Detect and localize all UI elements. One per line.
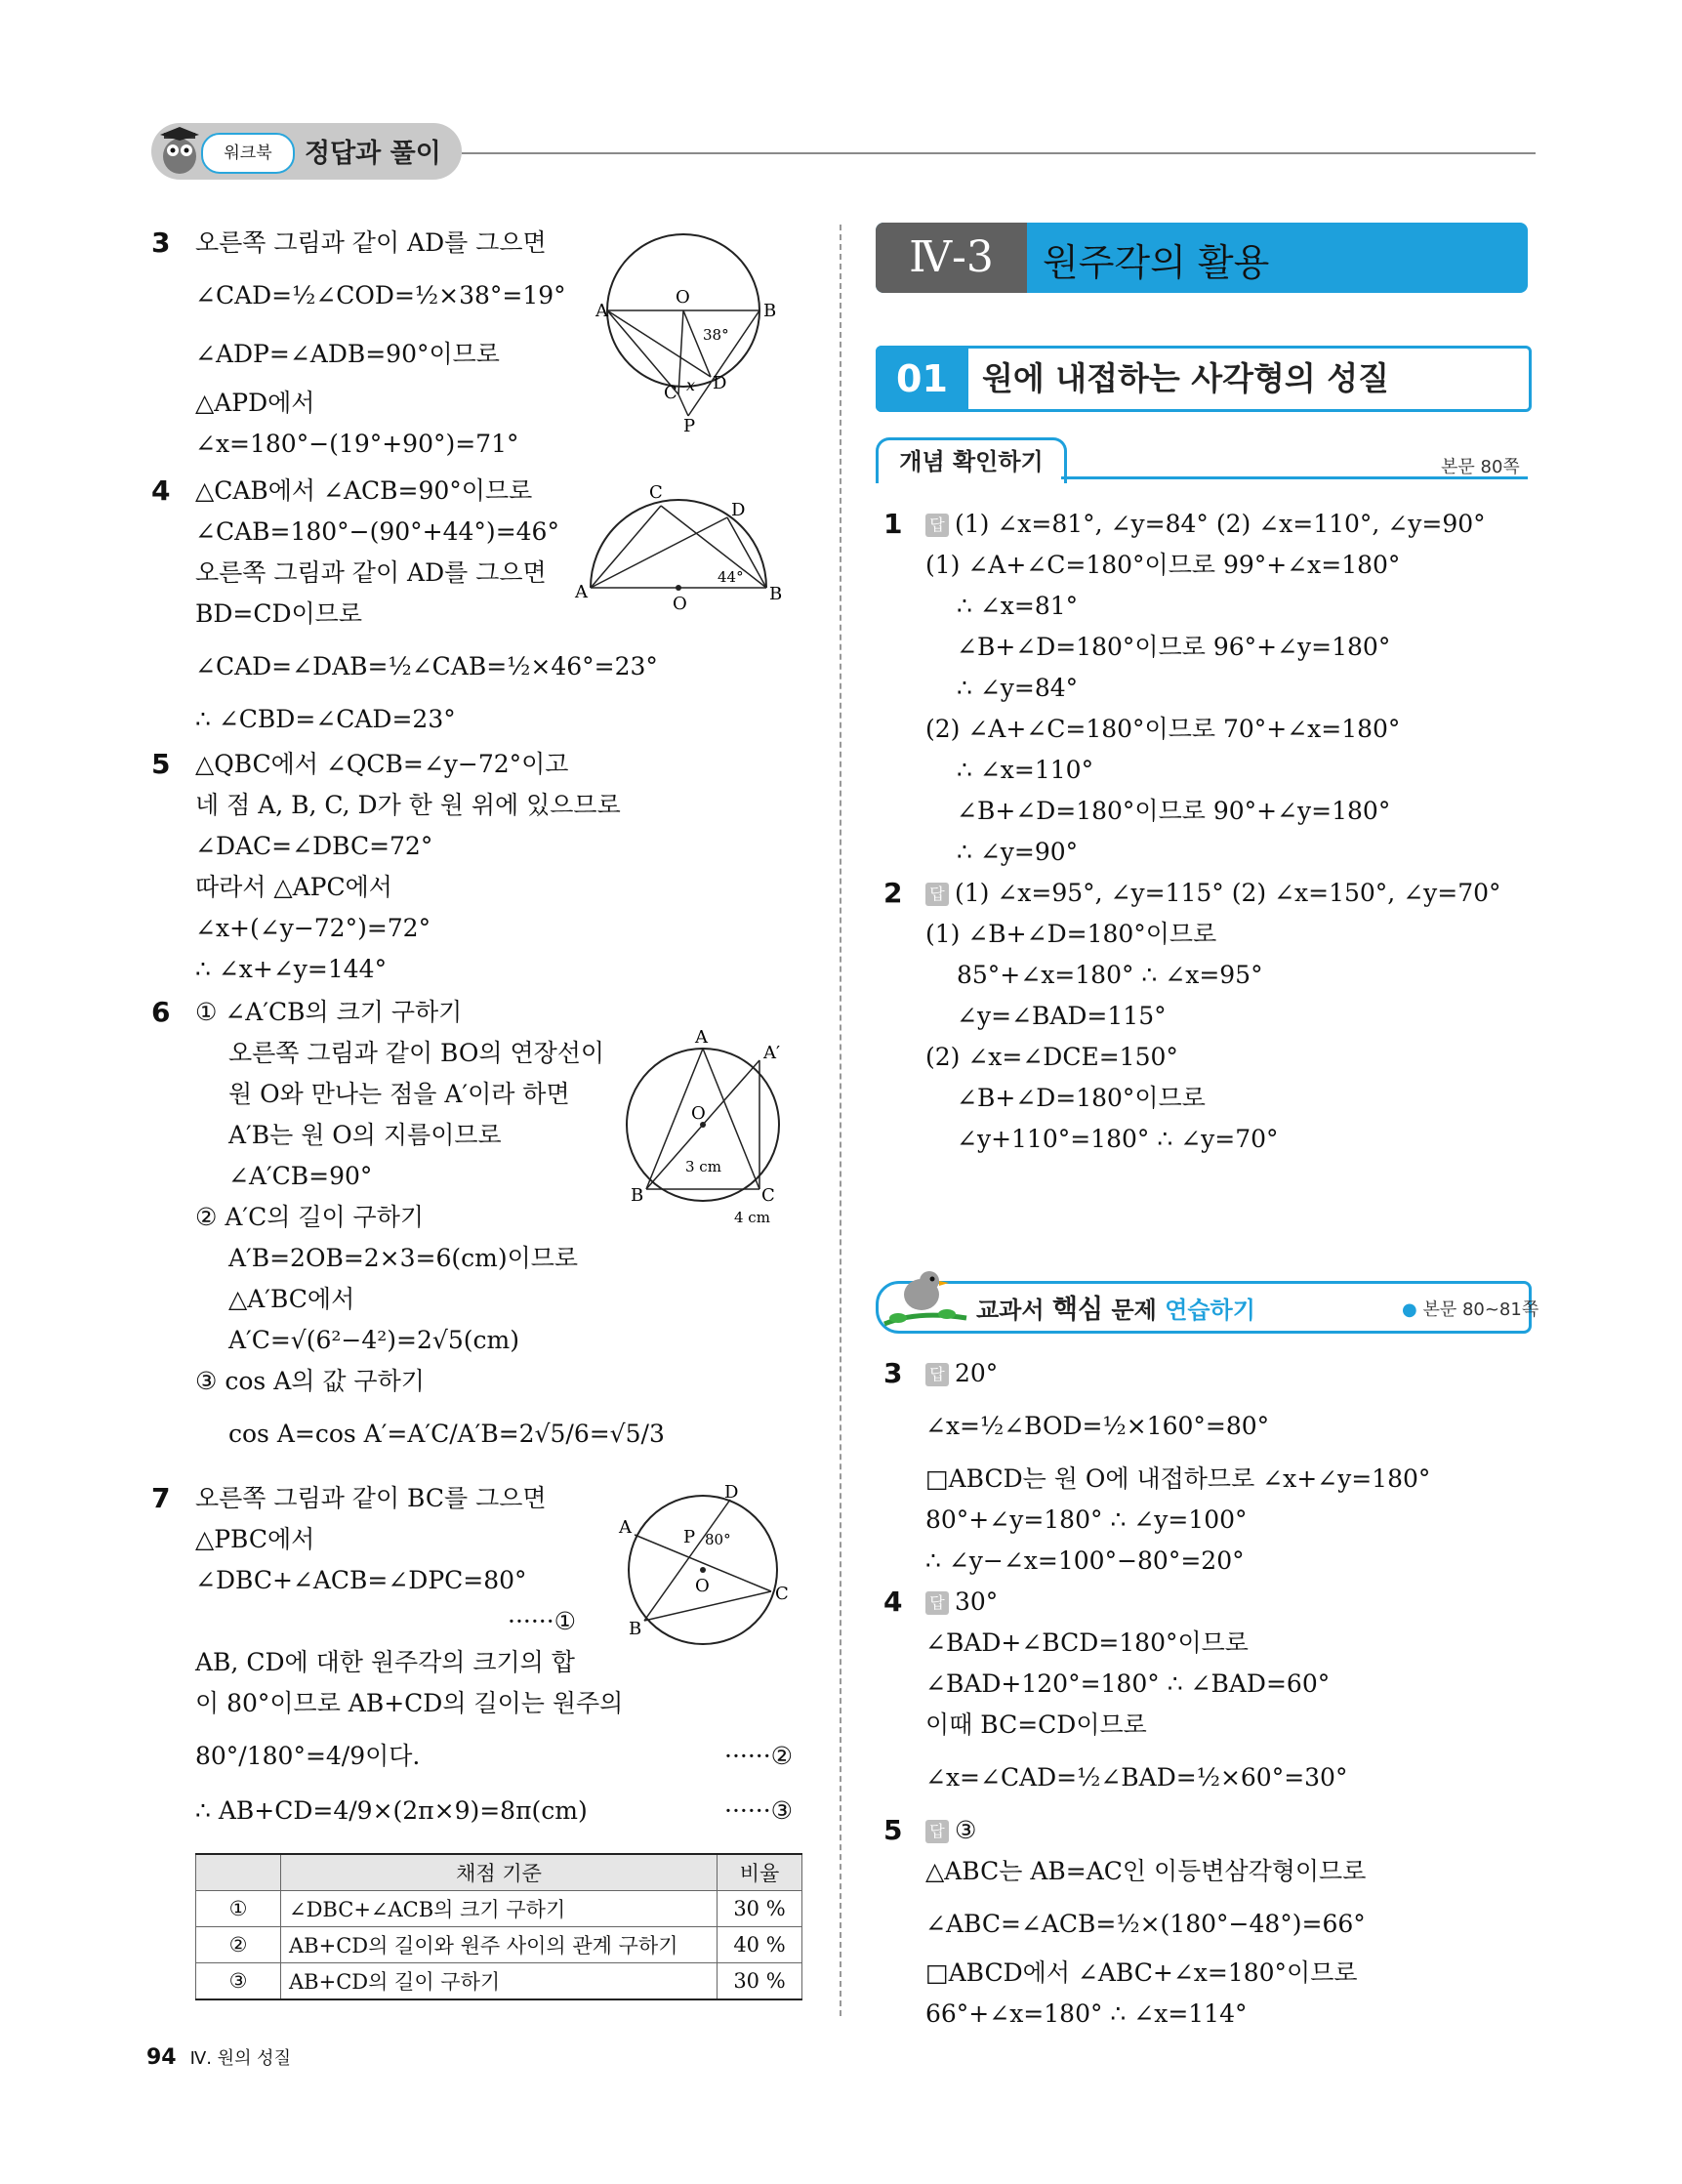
table-header: 채점 기준 bbox=[281, 1854, 718, 1891]
q1-line: ∴ ∠x=110° bbox=[957, 756, 1094, 784]
fig3-label: O bbox=[676, 287, 690, 308]
figure-problem-6 bbox=[625, 1025, 800, 1230]
p7-marker: ······② bbox=[724, 1742, 794, 1770]
p5-line: ∠x+(∠y−72°)=72° bbox=[195, 914, 431, 942]
problem-3-number: 3 bbox=[151, 227, 171, 259]
fig3-label: 38° bbox=[703, 326, 729, 344]
fig4-label: 44° bbox=[718, 568, 744, 586]
table-cell: ∠DBC+∠ACB의 크기 구하기 bbox=[281, 1891, 718, 1927]
p7-line: △PBC에서 bbox=[195, 1525, 315, 1553]
problem-7-number: 7 bbox=[151, 1482, 171, 1514]
q5-line: ∠ABC=∠ACB=½×(180°−48°)=66° bbox=[925, 1910, 1366, 1938]
q2-number: 2 bbox=[883, 877, 903, 909]
p6-line: ∠A′CB=90° bbox=[228, 1162, 373, 1190]
p4-line: ∠CAD=∠DAB=½∠CAB=½×46°=23° bbox=[195, 652, 658, 680]
q2-line: (1) ∠B+∠D=180°이므로 bbox=[925, 920, 1217, 948]
q2-line: 85°+∠x=180° ∴ ∠x=95° bbox=[957, 961, 1263, 989]
table-cell: ③ bbox=[196, 1963, 281, 2000]
problem-4-number: 4 bbox=[151, 474, 171, 507]
q1-answer-line: 답 (1) ∠x=81°, ∠y=84° (2) ∠x=110°, ∠y=90° bbox=[925, 508, 1486, 541]
figure-problem-4 bbox=[571, 480, 786, 617]
q4-number: 4 bbox=[883, 1586, 903, 1618]
fig3-label: A bbox=[595, 301, 608, 321]
q5-line: 66°+∠x=180° ∴ ∠x=114° bbox=[925, 1999, 1248, 2028]
subsection-title: 원에 내접하는 사각형의 성질 bbox=[982, 359, 1390, 397]
fig6-label: A bbox=[695, 1027, 708, 1048]
q1-number: 1 bbox=[883, 508, 903, 540]
p3-line: ∠ADP=∠ADB=90°이므로 bbox=[195, 340, 500, 368]
fig3-label: x bbox=[686, 376, 696, 394]
fig4-label: B bbox=[769, 584, 783, 604]
answer-badge: 답 bbox=[925, 1591, 949, 1615]
p5-line: ∠DAC=∠DBC=72° bbox=[195, 832, 433, 860]
fig7-label: C bbox=[775, 1584, 789, 1604]
figure-problem-7 bbox=[615, 1484, 800, 1650]
p3-line: ∠x=180°−(19°+90°)=71° bbox=[195, 430, 519, 458]
p6-line: ① ∠A′CB의 크기 구하기 bbox=[195, 998, 463, 1026]
p4-line: 오른쪽 그림과 같이 AD를 그으면 bbox=[195, 558, 547, 587]
p5-line: ∴ ∠x+∠y=144° bbox=[195, 955, 388, 983]
q3-line: □ABCD는 원 O에 내접하므로 ∠x+∠y=180° bbox=[925, 1464, 1431, 1493]
q1-line: (1) ∠A+∠C=180°이므로 99°+∠x=180° bbox=[925, 551, 1401, 579]
q2-answer-line: 답 (1) ∠x=95°, ∠y=115° (2) ∠x=150°, ∠y=70° bbox=[925, 877, 1501, 910]
practice-title: 교과서 핵심 문제 연습하기 bbox=[976, 1295, 1255, 1325]
owl-mascot-icon bbox=[158, 125, 201, 176]
q2-line: ∠B+∠D=180°이므로 bbox=[957, 1084, 1206, 1112]
fig6-label: C bbox=[761, 1185, 775, 1206]
p7-marker: ······① bbox=[508, 1607, 577, 1635]
table-cell: AB+CD의 길이와 원주 사이의 관계 구하기 bbox=[281, 1927, 718, 1963]
fig4-label: A bbox=[575, 582, 588, 602]
q1-line: (2) ∠A+∠C=180°이므로 70°+∠x=180° bbox=[925, 715, 1401, 743]
p7-line: ∴ AB+CD=4/9×(2π×9)=8π(cm) bbox=[195, 1796, 588, 1825]
problem-5-number: 5 bbox=[151, 748, 171, 780]
q4-line: 이때 BC=CD이므로 bbox=[925, 1710, 1147, 1739]
p6-line: A′C=√(6²−4²)=2√5(cm) bbox=[228, 1326, 519, 1354]
p4-line: ∴ ∠CBD=∠CAD=23° bbox=[195, 705, 456, 733]
table-row bbox=[196, 1927, 802, 1963]
q4-line: ∠BAD+∠BCD=180°이므로 bbox=[925, 1628, 1249, 1657]
p5-line: △QBC에서 ∠QCB=∠y−72°이고 bbox=[195, 750, 569, 778]
table-header: 비율 bbox=[718, 1854, 802, 1891]
header-rule bbox=[462, 152, 1536, 154]
concept-tab: 개념 확인하기 bbox=[876, 437, 1067, 483]
q3-number: 3 bbox=[883, 1357, 903, 1389]
p7-line: 80°/180°=4/9이다. bbox=[195, 1742, 421, 1770]
p6-line: A′B=2OB=2×3=6(cm)이므로 bbox=[228, 1244, 579, 1272]
page-footer bbox=[146, 2044, 291, 2070]
q5-line: △ABC는 AB=AC인 이등변삼각형이므로 bbox=[925, 1857, 1367, 1885]
fig7-label: D bbox=[724, 1484, 739, 1503]
table-cell: ① bbox=[196, 1891, 281, 1927]
q1-line: ∴ ∠y=84° bbox=[957, 674, 1079, 702]
page-reference-2: ● 본문 80~81쪽 bbox=[1402, 1299, 1539, 1320]
q1-line: ∠B+∠D=180°이므로 90°+∠y=180° bbox=[957, 797, 1391, 825]
p7-marker: ······③ bbox=[724, 1796, 794, 1825]
p3-line: △APD에서 bbox=[195, 389, 315, 417]
q3-line: ∴ ∠y−∠x=100°−80°=20° bbox=[925, 1546, 1245, 1575]
problem-6-number: 6 bbox=[151, 996, 171, 1028]
fig4-label: O bbox=[673, 594, 687, 614]
p4-line: ∠CAB=180°−(90°+44°)=46° bbox=[195, 517, 559, 546]
p6-line: cos A=cos A′=A′C/A′B=2√5/6=√5/3 bbox=[228, 1420, 665, 1448]
q5-line: □ABCD에서 ∠ABC+∠x=180°이므로 bbox=[925, 1958, 1358, 1987]
answer-badge: 답 bbox=[925, 1363, 949, 1386]
p5-line: 따라서 △APC에서 bbox=[195, 873, 392, 901]
table-row bbox=[196, 1891, 802, 1927]
fig6-label: B bbox=[631, 1185, 644, 1206]
q1-line: ∴ ∠x=81° bbox=[957, 592, 1079, 620]
q3-line: 80°+∠y=180° ∴ ∠y=100° bbox=[925, 1505, 1248, 1534]
figure-problem-3 bbox=[586, 230, 781, 435]
q4-line: ∠BAD+120°=180° ∴ ∠BAD=60° bbox=[925, 1669, 1331, 1698]
p6-line: 원 O와 만나는 점을 A′이라 하면 bbox=[228, 1080, 570, 1108]
p3-line: 오른쪽 그림과 같이 AD를 그으면 bbox=[195, 228, 547, 257]
table-cell: 40 % bbox=[718, 1927, 802, 1963]
fig6-label: A′ bbox=[763, 1043, 781, 1063]
chapter-name: Ⅳ. 원의 성질 bbox=[189, 2048, 291, 2069]
p7-line: 이 80°이므로 AB+CD의 길이는 원주의 bbox=[195, 1689, 624, 1717]
q1-line: ∴ ∠y=90° bbox=[957, 838, 1079, 866]
p3-line: ∠CAD=½∠COD=½×38°=19° bbox=[195, 281, 566, 309]
fig7-label: A bbox=[619, 1517, 632, 1538]
fig6-label: 4 cm bbox=[734, 1209, 770, 1226]
section-title: 원주각의 활용 bbox=[1043, 241, 1270, 284]
q2-line: (2) ∠x=∠DCE=150° bbox=[925, 1043, 1178, 1071]
q1-line: ∠B+∠D=180°이므로 96°+∠y=180° bbox=[957, 633, 1391, 661]
fig7-label: B bbox=[629, 1619, 642, 1639]
p6-line: △A′BC에서 bbox=[228, 1285, 355, 1313]
fig7-label: O bbox=[695, 1576, 710, 1596]
column-divider bbox=[840, 225, 841, 2016]
table-row bbox=[196, 1963, 802, 2000]
answer-badge: 답 bbox=[925, 514, 949, 537]
p4-line: BD=CD이므로 bbox=[195, 599, 362, 628]
fig3-label: B bbox=[763, 301, 777, 321]
table-cell: AB+CD의 길이 구하기 bbox=[281, 1963, 718, 2000]
p6-line: ③ cos A의 값 구하기 bbox=[195, 1367, 425, 1395]
q4-answer-line: 답 30° bbox=[925, 1586, 998, 1619]
fig3-label: D bbox=[713, 373, 727, 393]
table-cell: 30 % bbox=[718, 1963, 802, 2000]
q4-line: ∠x=∠CAD=½∠BAD=½×60°=30° bbox=[925, 1763, 1348, 1792]
q3-line: ∠x=½∠BOD=½×160°=80° bbox=[925, 1412, 1270, 1440]
p6-line: A′B는 원 O의 지름이므로 bbox=[228, 1121, 502, 1149]
answer-badge: 답 bbox=[925, 1820, 949, 1843]
table-header bbox=[196, 1854, 281, 1891]
fig7-label: P bbox=[683, 1527, 696, 1547]
page-reference: 본문 80쪽 bbox=[1441, 457, 1520, 477]
q2-line: ∠y+110°=180° ∴ ∠y=70° bbox=[957, 1125, 1279, 1153]
answer-badge: 답 bbox=[925, 883, 949, 906]
p7-line: 오른쪽 그림과 같이 BC를 그으면 bbox=[195, 1484, 547, 1512]
fig4-label: C bbox=[649, 482, 663, 503]
section-code: Ⅳ-3 bbox=[876, 223, 1027, 293]
grading-table bbox=[195, 1853, 802, 2000]
p7-line: ∠DBC+∠ACB=∠DPC=80° bbox=[195, 1566, 527, 1594]
p5-line: 네 점 A, B, C, D가 한 원 위에 있으므로 bbox=[195, 791, 621, 819]
page-number: 94 bbox=[146, 2045, 177, 2070]
p6-line: 오른쪽 그림과 같이 BO의 연장선이 bbox=[228, 1039, 605, 1067]
table-cell: 30 % bbox=[718, 1891, 802, 1927]
fig7-label: 80° bbox=[705, 1531, 731, 1548]
fig3-label: P bbox=[683, 416, 696, 435]
header-title: 정답과 풀이 bbox=[305, 139, 441, 169]
fig4-label: D bbox=[731, 500, 746, 520]
fig6-label: 3 cm bbox=[685, 1158, 721, 1175]
fig6-label: O bbox=[691, 1103, 706, 1124]
p7-line: AB, CD에 대한 원주각의 크기의 합 bbox=[195, 1648, 575, 1676]
p6-line: ② A′C의 길이 구하기 bbox=[195, 1203, 425, 1231]
q3-answer-line: 답 20° bbox=[925, 1357, 998, 1390]
p4-line: △CAB에서 ∠ACB=90°이므로 bbox=[195, 476, 533, 505]
q5-answer-line: 답 ③ bbox=[925, 1814, 976, 1847]
q5-number: 5 bbox=[883, 1814, 903, 1846]
header-badge: 워크북 bbox=[201, 133, 295, 174]
q2-line: ∠y=∠BAD=115° bbox=[957, 1002, 1167, 1030]
bird-mascot-icon bbox=[879, 1259, 972, 1336]
table-cell: ② bbox=[196, 1927, 281, 1963]
subsection-number: 01 bbox=[876, 346, 968, 412]
fig3-label: C bbox=[664, 383, 677, 403]
